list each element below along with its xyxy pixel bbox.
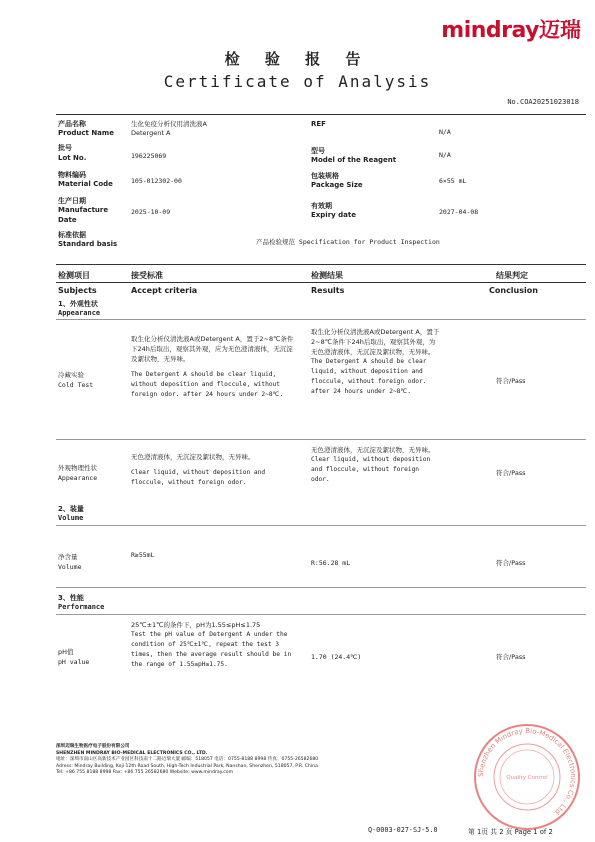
footer-address-cn: 地址：深圳市南山区高新技术产业园区科技南十二路迈瑞大厦 邮编：518057 电话：0755-8188 8998 传真：0755-26582680 xyxy=(56,757,319,763)
appearance-subject-en: Appearance xyxy=(58,474,98,482)
divider-volume xyxy=(56,587,586,588)
standard-value: 产品检验规范 Specification for Product Inspection xyxy=(256,238,440,246)
volume-subject-en: Volume xyxy=(58,563,82,571)
ph-subject-cn: pH值 xyxy=(58,648,74,656)
ref-value: N/A xyxy=(439,128,451,136)
ph-criteria-cn: 25℃±1℃的条件下，pH为1.55≤pH≤1.75 xyxy=(131,621,261,629)
product-name-value: 生化免疫分析仪用清洗液A Detergent A xyxy=(131,120,207,137)
section-performance-en: Performance xyxy=(58,603,105,611)
volume-subject-cn: 净含量 xyxy=(58,553,78,561)
section-volume-en: Volume xyxy=(58,514,84,522)
cold-test-criteria-cn: 取生化分析仪清洗液A或Detergent A，置于2~8℃条件下24h后取出，观察其外观，应为无色澄清液体，无沉淀及絮状物，无异味。 xyxy=(131,335,294,363)
expiry-value: 2027-04-08 xyxy=(439,208,479,216)
mfg-date-value: 2025-10-09 xyxy=(131,208,171,216)
seal-text: Shenzhen Mindray Bio-Medical Electronics Co., Ltd. xyxy=(476,726,578,818)
divider-cold xyxy=(56,439,586,440)
appearance-result xyxy=(311,445,439,485)
cold-test-subject-en: Cold Test xyxy=(58,381,94,389)
title-cn: 检 验 报 告 xyxy=(224,50,371,68)
section-volume-cn: 2、装量 xyxy=(58,505,84,513)
header-criteria-en: Accept criteria xyxy=(131,286,198,295)
volume-result: R:56.28 mL xyxy=(311,559,351,567)
lot-label-cn: 批号 xyxy=(58,144,72,152)
divider-header xyxy=(56,282,586,283)
footer-address-en: Adress: Mindray Building, Keji 12th Road South, High-Tech Industrial Park, Nanshan, Shenzhen, 518057, P.R. China xyxy=(56,763,318,769)
logo-cn: 迈瑞 xyxy=(539,18,581,42)
title-en: Certificate of Analysis xyxy=(163,72,432,91)
standard-label-en: Standard basis xyxy=(58,240,118,248)
ph-conclusion: 符合/Pass xyxy=(496,653,526,661)
divider-s3 xyxy=(56,614,586,615)
ph-subject-en: pH value xyxy=(58,658,90,666)
appearance-subject-cn: 外观物理性状 xyxy=(58,464,97,472)
section-appearance-en: Appearance xyxy=(58,309,101,317)
page-number: 第 1页 共 2 页 Page 1 of 2 xyxy=(468,828,553,836)
standard-label-cn: 标准依据 xyxy=(58,231,86,239)
divider-s1 xyxy=(56,319,586,320)
product-name-label-cn: 产品名称 xyxy=(58,120,86,128)
package-value: 6×55 mL xyxy=(439,177,467,185)
cold-test-result-cn: 取生化分析仪清洗液A或Detergent A，置于2~8℃条件下24h后取出，观察其外观，为无色澄清液体，无沉淀及絮状物，无异味。 xyxy=(311,328,440,356)
mfg-date-label-en2: Date xyxy=(58,216,77,224)
appearance-criteria-en: Clear liquid, without deposition and floccule, without foreign odor. xyxy=(131,469,266,486)
expiry-label-en: Expiry date xyxy=(311,211,356,219)
header-results-cn: 检测结果 xyxy=(311,271,343,280)
appearance-criteria-cn: 无色澄清液体，无沉淀及絮状物，无异味。 xyxy=(131,453,255,461)
footer-company-en: SHENZHEN MINDRAY BIO-MEDICAL ELECTRONICS CO., LTD. xyxy=(56,750,208,756)
cold-test-subject xyxy=(58,370,93,390)
logo-en: mindray xyxy=(441,18,539,43)
material-value: 105-012302-00 xyxy=(131,177,182,185)
volume-subject xyxy=(58,552,81,572)
appearance-subject xyxy=(58,463,97,483)
footer-company-cn: 深圳迈瑞生物医疗电子股份有限公司 xyxy=(56,744,130,749)
package-label-en: Package Size xyxy=(311,181,363,189)
model-label-en: Model of the Reagent xyxy=(311,156,397,164)
footer-contact: Tel: +86 755 8188 8998 Fax: +86 755 26582680 Website: www.mindray.com xyxy=(56,770,234,776)
package-label-cn: 包装规格 xyxy=(311,172,339,180)
lot-label-en: Lot No. xyxy=(58,154,87,162)
expiry-label-cn: 有效期 xyxy=(311,202,332,210)
ph-result: 1.70 (24.4℃) xyxy=(311,653,362,661)
volume-conclusion: 符合/Pass xyxy=(496,559,526,567)
appearance-conclusion: 符合/Pass xyxy=(496,469,526,477)
model-label-cn: 型号 xyxy=(311,147,325,155)
material-label-en: Material Code xyxy=(58,180,113,188)
mindray-logo xyxy=(441,14,581,44)
header-results-en: Results xyxy=(311,286,345,295)
cold-test-criteria xyxy=(131,334,299,400)
header-criteria-cn: 接受标准 xyxy=(131,271,163,280)
seal-inner-text: Quality Control xyxy=(506,775,548,781)
header-subjects-cn: 检测项目 xyxy=(58,271,90,280)
cold-test-result xyxy=(311,327,441,397)
ph-subject xyxy=(58,647,89,667)
material-label-cn: 物料编码 xyxy=(58,171,86,179)
footer-company xyxy=(56,744,476,777)
product-name-label-en: Product Name xyxy=(58,129,114,137)
cold-test-result-en: The Detergent A should be clear liquid, without deposition and floccule, without foreign odor. after 24 hours under 2~8℃. xyxy=(311,358,427,395)
divider-s2 xyxy=(56,525,586,526)
cold-test-criteria-en: The Detergent A should be clear liquid, without deposition and floccule, without foreign odor. after 24 hours under 2~8℃. xyxy=(131,371,284,398)
appearance-criteria xyxy=(131,452,301,488)
ref-label: REF xyxy=(311,120,326,128)
header-conclusion-en: Conclusion xyxy=(489,286,538,295)
header-subjects-en: Subjects xyxy=(58,286,97,295)
lot-value: 196225069 xyxy=(131,152,167,160)
volume-criteria: R≥55mL xyxy=(131,551,155,559)
section-performance-cn: 3、性能 xyxy=(58,594,84,602)
doc-code: Q-0003-027-SJ-5.0 xyxy=(368,826,438,834)
cold-test-conclusion: 符合/Pass xyxy=(496,377,526,385)
model-value: N/A xyxy=(439,151,451,159)
section-appearance-cn: 1、外观性状 xyxy=(58,300,98,308)
divider-top xyxy=(56,114,586,115)
divider-table-top xyxy=(56,264,586,265)
mfg-date-label-en1: Manufacture xyxy=(58,206,109,214)
appearance-result-en: Clear liquid, without deposition and floccule, without foreign odor. xyxy=(311,456,431,483)
mfg-date-label-cn: 生产日期 xyxy=(58,197,86,205)
cold-test-subject-cn: 冷藏实验 xyxy=(58,371,84,379)
ph-criteria-en: Test the pH value of Detergent A under the condition of 25℃±1℃, repeat the test 3 times, then the average result should be in the range of 1.55≤pH≤1.75. xyxy=(131,631,292,668)
ph-criteria xyxy=(131,620,305,670)
header-conclusion-cn: 结果判定 xyxy=(496,271,528,280)
company-seal xyxy=(472,722,582,832)
appearance-result-cn: 无色澄清液体，无沉淀及絮状物，无异味。 xyxy=(311,446,435,454)
report-number: No.COA20251023018 xyxy=(507,98,579,106)
